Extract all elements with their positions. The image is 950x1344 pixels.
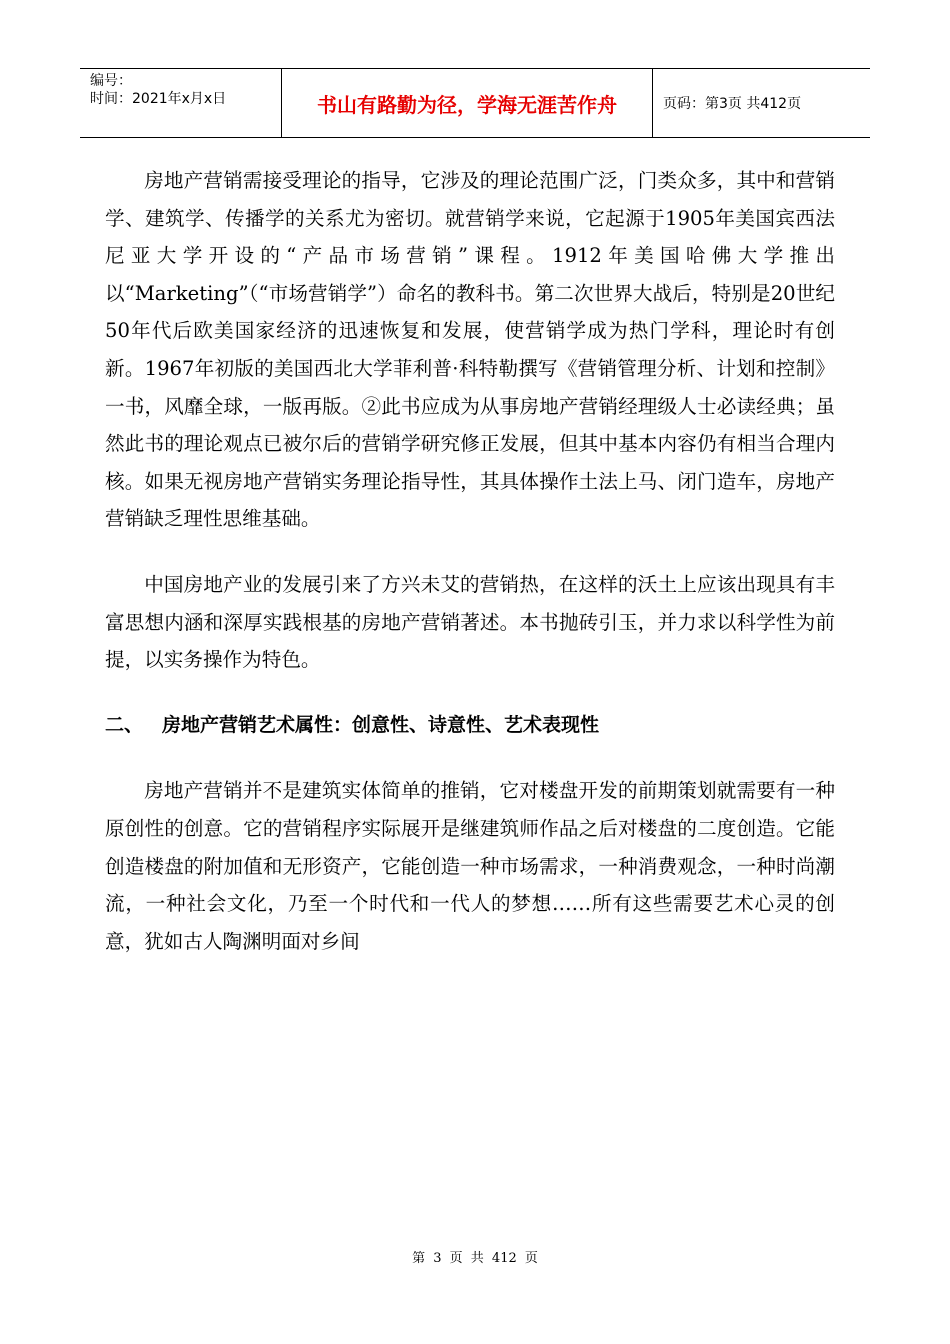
document-body — [105, 162, 835, 960]
section-title: 房地产营销艺术属性：创意性、诗意性、艺术表现性 — [162, 713, 600, 736]
body-paragraph: 中国房地产业的发展引来了方兴未艾的营销热，在这样的沃土上应该出现具有丰富思想内涵和深厚实践根基的房地产营销著述。本书抛砖引玉，并力求以科学性为前提，以实务操作为特色。 — [105, 572, 835, 672]
header-motto: 书山有路勤为径，学海无涯苦作舟 — [282, 69, 653, 137]
page-footer: 第 3 页 共 412 页 — [412, 1251, 538, 1266]
body-paragraph: 房地产营销并不是建筑实体简单的推销，它对楼盘开发的前期策划就需要有一种原创性的创意。它的营销程序实际展开是继建筑师作品之后对楼盘的二度创造。它能创造楼盘的附加值和无形资产，它能创造一种市场需求，一种消费观念，一种时尚潮流，一种社会文化，乃至一个时代和一代人的梦想……所有这些需要艺术心灵的创意，犹如古人陶渊明面对乡间 — [105, 779, 835, 953]
paragraph-spacer — [105, 744, 835, 772]
paragraph-spacer — [105, 679, 835, 707]
paragraph-spacer — [105, 538, 835, 566]
document-number-label: 编号： — [90, 73, 132, 89]
page-header — [80, 68, 870, 138]
document-time-label: 时间：2021年x月x日 — [90, 91, 227, 107]
header-meta — [80, 69, 282, 137]
header-page-info: 页码：第3页 共412页 — [663, 96, 802, 112]
body-paragraph: 房地产营销需接受理论的指导，它涉及的理论范围广泛，门类众多，其中和营销学、建筑学、传播学的关系尤为密切。就营销学来说，它起源于1905年美国宾西法尼亚大学开设的“产品市场营销”课程。1912年美国哈佛大学推出以“Marketing”（“市场营销学”）命名的教科书。第二次世界大战后，特别是20世纪50年代后欧美国家经济的迅速恢复和发展，使营销学成为热门学科，理论时有创新。1967年初版的美国西北大学菲利普·科特勒撰写《营销管理分析、计划和控制》一书，风靡全球，一版再版。②此书应成为从事房地产营销经理级人士必读经典；虽然此书的理论观点已被尔后的营销学研究修正发展，但其中基本内容仍有相当合理内核。如果无视房地产营销实务理论指导性，其具体操作土法上马、闭门造车，房地产营销缺乏理性思维基础。 — [105, 169, 835, 531]
section-number: 二、 — [105, 713, 144, 736]
section-heading — [105, 707, 835, 745]
